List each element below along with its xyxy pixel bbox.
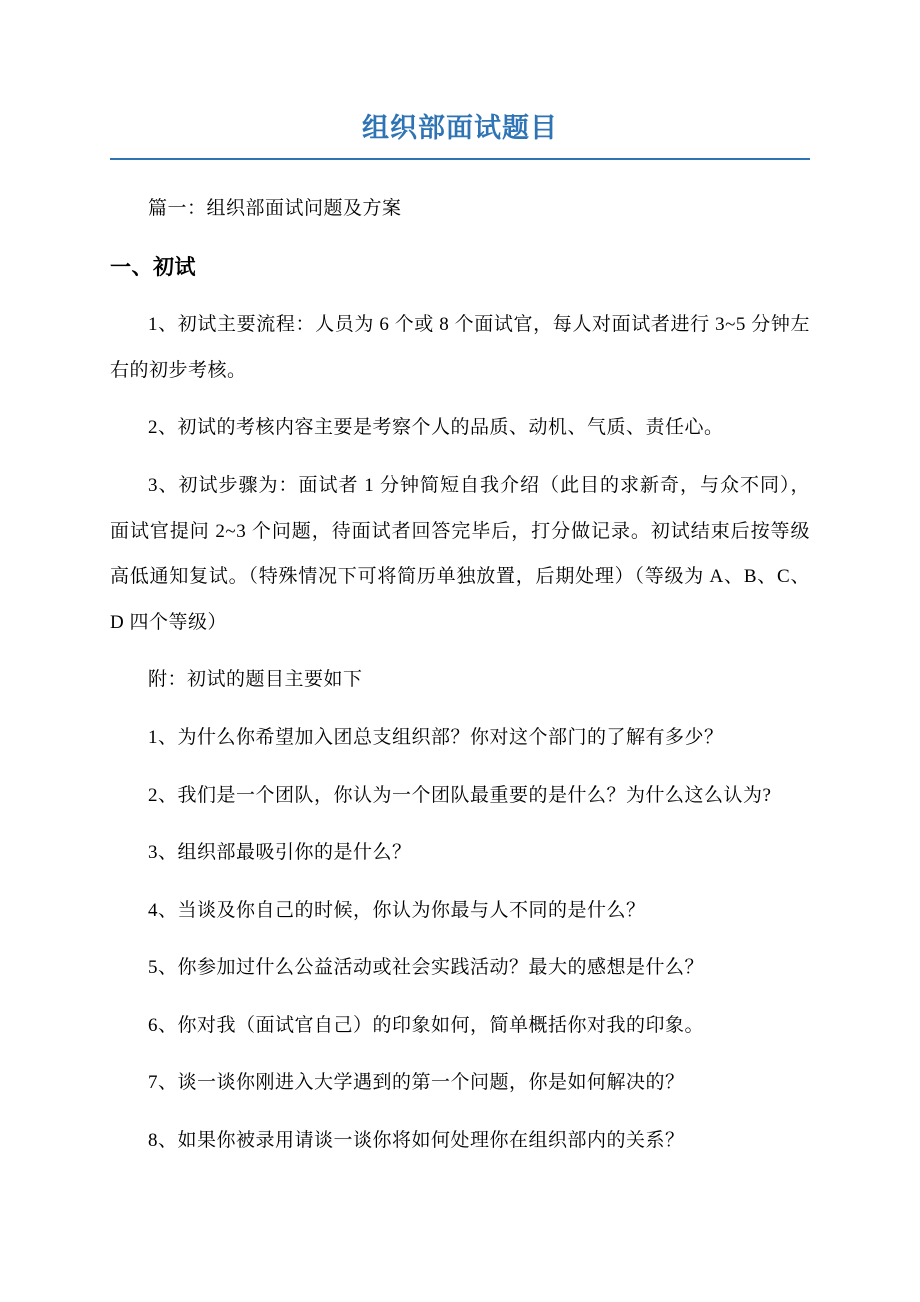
- section-heading-first-interview: 一、初试: [110, 254, 196, 279]
- question-4: 4、当谈及你自己的时候，你认为你最与人不同的是什么？: [148, 899, 646, 921]
- question-3: 3、组织部最吸引你的是什么？: [148, 842, 412, 864]
- paragraph-process: 1、初试主要流程：人员为 6 个或 8 个面试官，每人对面试者进行 3~5 分钟左右的初步考核。: [110, 314, 810, 381]
- title-divider: [110, 158, 810, 160]
- paragraph-appendix-label: 附：初试的题目主要如下: [148, 669, 363, 691]
- question-5: 5、你参加过什么公益活动或社会实践活动？最大的感想是什么？: [148, 957, 705, 979]
- question-1: 1、为什么你希望加入团总支组织部？你对这个部门的了解有多少？: [148, 726, 724, 748]
- question-8: 8、如果你被录用请谈一谈你将如何处理你在组织部内的关系？: [148, 1130, 685, 1152]
- paragraph-assessment-content: 2、初试的考核内容主要是考察个人的品质、动机、气质、责任心。: [148, 417, 724, 439]
- question-6: 6、你对我（面试官自己）的印象如何，简单概括你对我的印象。: [148, 1014, 705, 1036]
- paragraph-steps: 3、初试步骤为：面试者 1 分钟简短自我介绍（此目的求新奇，与众不同），面试官提问 2~3 个问题，待面试者回答完毕后，打分做记录。初试结束后按等级高低通知复试。（特殊情况下可将简历单独放置，后期处理）（等级为 A、B、C、D 四个等级）: [110, 474, 810, 633]
- document-title: 组织部面试题目: [362, 113, 558, 143]
- paragraph-intro: 篇一：组织部面试问题及方案: [148, 198, 402, 220]
- question-2: 2、我们是一个团队，你认为一个团队最重要的是什么？为什么这么认为?: [148, 784, 772, 806]
- question-7: 7、谈一谈你刚进入大学遇到的第一个问题，你是如何解决的？: [148, 1072, 685, 1094]
